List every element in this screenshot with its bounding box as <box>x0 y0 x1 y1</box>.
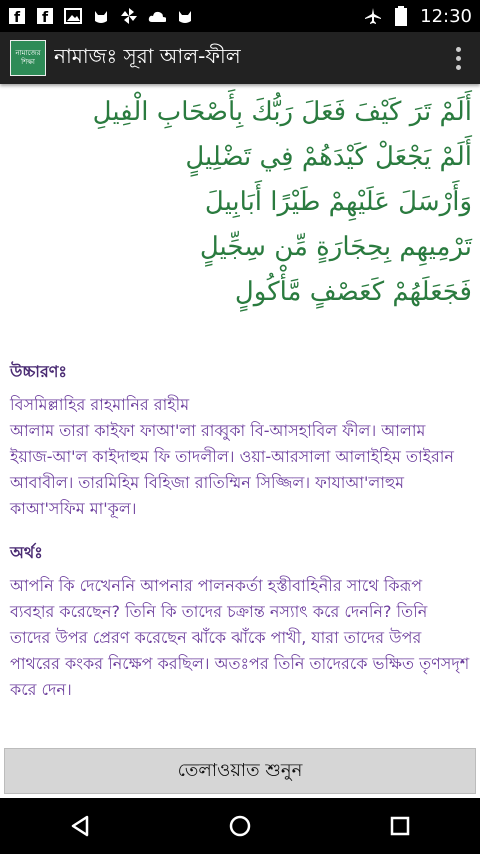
page-title: নামাজঃ সূরা আল-ফীল <box>54 43 241 68</box>
arabic-line: أَلَمْ يَجْعَلْ كَيْدَهُمْ فِي تَضْلِيلٍ <box>185 142 472 172</box>
back-icon[interactable] <box>50 804 110 848</box>
arabic-line: وَأَرْسَلَ عَلَيْهِمْ طَيْرًا أَبَابِيلَ <box>204 187 472 217</box>
navigation-bar <box>0 798 480 854</box>
meaning-heading: অর্থঃ <box>10 543 43 562</box>
facebook-icon <box>8 7 26 25</box>
pronunciation-section <box>0 359 480 522</box>
arabic-line: أَلَمْ تَرَ كَيْفَ فَعَلَ رَبُّكَ بِأَصْحَابِ الْفِيلِ <box>92 97 472 127</box>
recents-icon[interactable] <box>370 804 430 848</box>
cat-icon <box>176 7 194 25</box>
cat-icon <box>92 7 110 25</box>
arabic-line: تَرْمِيهِم بِحِجَارَةٍ مِّن سِجِّيلٍ <box>199 232 472 262</box>
status-bar <box>0 0 480 32</box>
airplane-icon <box>364 7 382 25</box>
home-icon[interactable] <box>210 804 270 848</box>
facebook-icon <box>36 7 54 25</box>
pronunciation-text: বিসমিল্লাহির রাহমানির রাহীম আলাম তারা কাইফা ফাআ'লা রাব্বুকা বি-আসহাবিল ফীল। আলাম ইয়াজ-আ'ল কাইদাহুম ফি তাদলীল। ওয়া-আরসালা আলাইহিম তাইরান আবাবীল। তারমিহিম বিহিজা রাতিম্মিন সিজ্জিল। ফাযাআ'লাহুম কাআ'সফিম মা'কূল। <box>10 395 454 518</box>
listen-button-container <box>4 748 476 794</box>
gallery-icon <box>64 7 82 25</box>
battery-icon <box>392 7 410 25</box>
svg-text:f: f <box>42 10 49 24</box>
clock: 12:30 <box>420 5 472 27</box>
overflow-menu-icon[interactable] <box>446 38 470 78</box>
app-logo[interactable]: নামাজের শিক্ষা <box>10 40 46 76</box>
system-icons <box>364 6 472 27</box>
notification-icons <box>8 7 364 25</box>
cloud-icon <box>148 7 166 25</box>
pinwheel-icon <box>120 7 138 25</box>
pronunciation-heading: উচ্চারণঃ <box>10 362 67 381</box>
meaning-section <box>0 540 480 703</box>
svg-text:f: f <box>14 10 21 24</box>
meaning-text: আপনি কি দেখেননি আপনার পালনকর্তা হস্তীবাহিনীর সাথে কিরূপ ব্যবহার করেছেন? তিনি কি তাদের চক্রান্ত নস্যাৎ করে দেননি? তিনি তাদের উপর প্রেরণ করেছেন ঝাঁকে ঝাঁকে পাখী, যারা তাদের উপর পাথরের কংকর নিক্ষেপ করছিল। অতঃপর তিনি তাদেরকে ভক্ষিত তৃণসদৃশ করে দেন। <box>10 576 470 699</box>
surah-content[interactable] <box>0 84 480 744</box>
arabic-line: فَجَعَلَهُمْ كَعَصْفٍ مَّأْكُولٍ <box>234 277 472 307</box>
app-bar <box>0 32 480 84</box>
listen-recitation-button[interactable]: তেলাওয়াত শুনুন <box>4 748 476 794</box>
arabic-text <box>0 84 480 315</box>
